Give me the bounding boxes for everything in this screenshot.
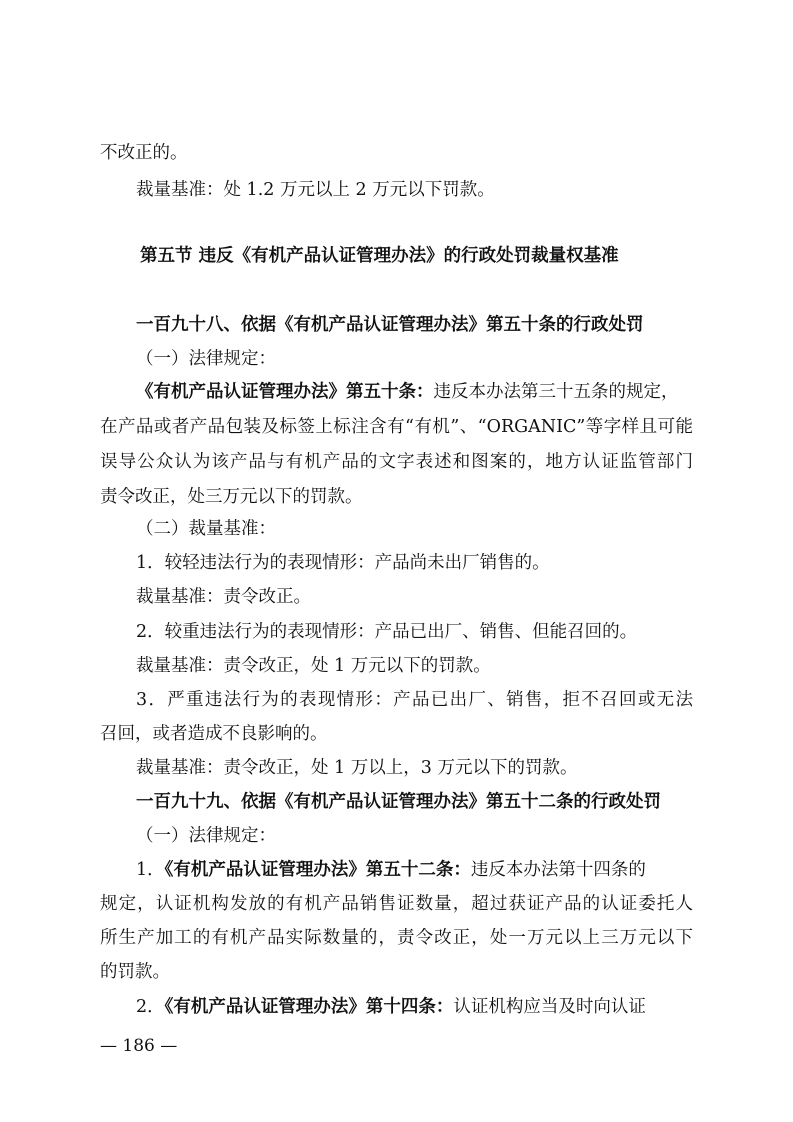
law-text-line: 误导公众认为该产品与有机产品的文字表述和图案的，地方认证监管部门 (100, 452, 693, 472)
law-text: 认证机构应当及时向认证 (453, 997, 646, 1017)
text-line: 1．较轻违法行为的表现情形：产品尚未出厂销售的。 (136, 553, 550, 573)
law-citation: 《有机产品认证管理办法》第十四条： (164, 997, 454, 1017)
subheading: （一）法律规定： (136, 826, 276, 846)
law-text-line (136, 380, 679, 404)
text-line: 2．较重违法行为的表现情形：产品已出厂、销售、但能召回的。 (136, 622, 638, 642)
text-line: 不改正的。 (100, 143, 188, 163)
law-text-line: 所生产加工的有机产品实际数量的，责令改正，处一万元以上三万元以下 (100, 928, 693, 948)
text-line: 裁量基准：责令改正。 (136, 587, 311, 607)
text-line: 召回，或者造成不良影响的。 (100, 724, 328, 744)
law-text-line: 在产品或者产品包装及标签上标注含有“有机”、“ORGANIC”等字样且可能 (100, 417, 693, 437)
law-text: 违反本办法第三十五条的规定， (433, 382, 679, 402)
text-line: 3．严重违法行为的表现情形：产品已出厂、销售，拒不召回或无法 (136, 690, 693, 710)
item-198-title: 一百九十八、依据《有机产品认证管理办法》第五十条的行政处罚 (136, 315, 644, 335)
law-text-line: 规定，认证机构发放的有机产品销售证数量，超过获证产品的认证委托人 (100, 894, 693, 914)
text-line: 裁量基准：处 1.2 万元以上 2 万元以下罚款。 (136, 180, 495, 200)
subheading: （二）裁量基准： (136, 519, 276, 539)
section-title: 第五节 违反《有机产品认证管理办法》的行政处罚裁量权基准 (140, 246, 619, 266)
item-number: 1． (136, 860, 165, 880)
law-citation: 《有机产品认证管理办法》第五十二条： (164, 860, 471, 880)
subheading: （一）法律规定： (136, 349, 276, 369)
text-line: 裁量基准：责令改正，处 1 万元以下的罚款。 (136, 656, 491, 676)
item-number: 2． (136, 997, 165, 1017)
page-number: — 186 — (100, 1036, 178, 1056)
law-text-line: 的罚款。 (100, 962, 170, 982)
law-citation: 《有机产品认证管理办法》第五十条： (136, 382, 434, 402)
law-text: 违反本办法第十四条的 (470, 860, 646, 880)
law-text-line: 责令改正，处三万元以下的罚款。 (100, 487, 363, 507)
item-199-title: 一百九十九、依据《有机产品认证管理办法》第五十二条的行政处罚 (136, 792, 661, 812)
law-text-line (136, 995, 646, 1019)
law-text-line (136, 858, 646, 882)
text-line: 裁量基准：责令改正，处 1 万以上，3 万元以下的罚款。 (136, 758, 578, 778)
